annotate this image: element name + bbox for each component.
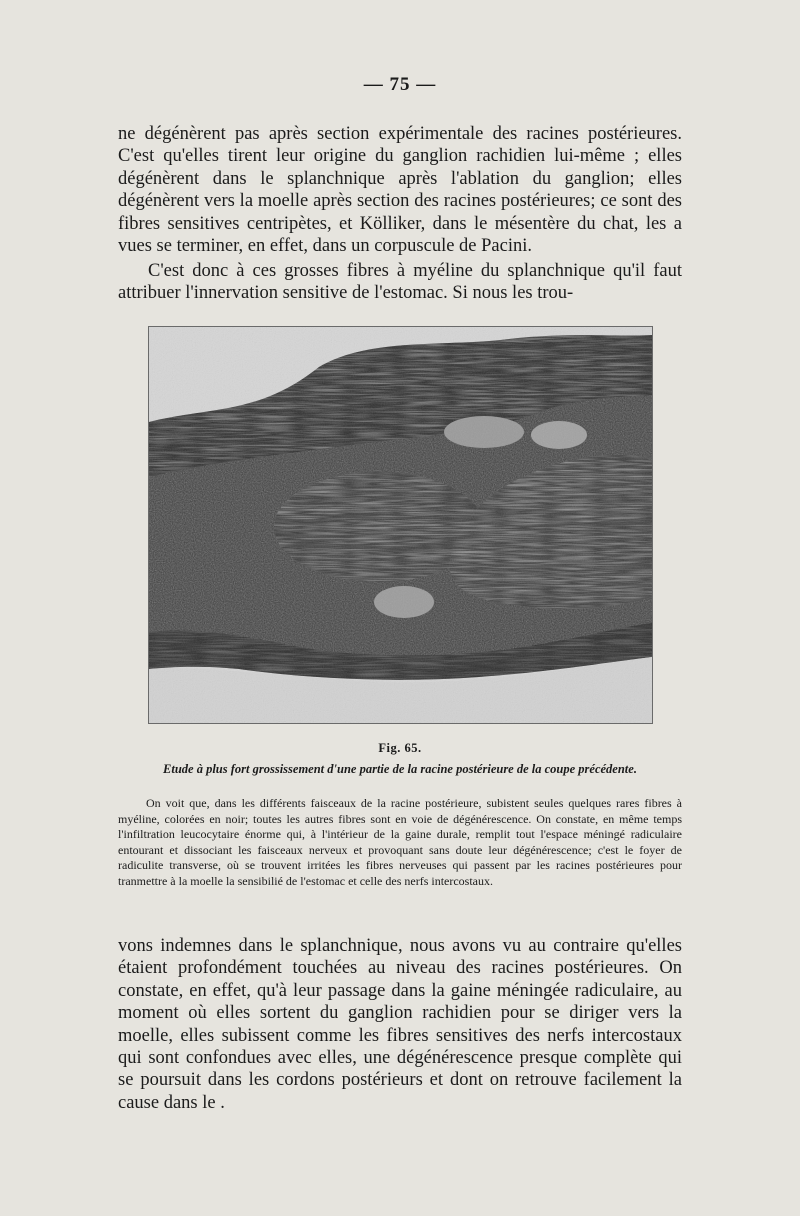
figure-title: Etude à plus fort grossissement d'une partie de la racine postérieure de la coupe précédente. [163, 762, 637, 776]
paragraph-intro-figure: C'est donc à ces grosses fibres à myéline du splanchnique qu'il faut attribuer l'innervation sensitive de l'estomac. Si nous les trou- [118, 261, 682, 304]
figure-label: Fig. 65. [378, 741, 422, 755]
figure-description: On voit que, dans les différents faisceaux de la racine postérieure, subistent seules quelques rares fibres à myéline, colorées en noir; toutes les autres fibres sont en voie de dégénérescence. On constate, en même temps l'infiltration leucocytaire énorme qui, à l'intérieur de la gaine durale, remplit tout l'espace méningé radiculaire entourant et dissociant les faisceaux nerveux et provoquant sans doute leur dégénérescence; c'est le foyer de radiculite transverse, où se trouvent irritées les fibres nerveuses qui passent par les racines postérieures pour tranmettre à la moelle la sensibilié de l'estomac et celle des nerfs intercostaux. [118, 796, 682, 888]
page-number: — 75 — [363, 74, 437, 95]
paragraph-top: ne dégénèrent pas après section expérimentale des racines postérieures. C'est qu'elles tirent leur origine du ganglion rachidien lui-même ; elles dégénèrent dans le splanchnique après l'ablation du ganglion; elles dégénèrent vers la moelle après section des racines postérieures; ce sont des fibres sensitives centripètes, et Kölliker, dans le mésentère du chat, les a vues se terminer, en effet, dans un corpuscule de Pacini. [118, 124, 682, 257]
paragraph-bottom: vons indemnes dans le splanchnique, nous avons vu au contraire qu'elles étaient profondément touchées au niveau des racines postérieures. On constate, en effet, qu'à leur passage dans la gaine méningée radiculaire, au moment où elles sortent du ganglion rachidien pour se diriger vers la moelle, elles subissent comme les fibres sensitives des nerfs intercostaux qui sont confondues avec elles, une dégénérescence presque complète qui se poursuit dans les cordons postérieurs et dont on retrouve facilement la cause dans le . [118, 936, 682, 1113]
histology-micrograph [148, 326, 653, 724]
